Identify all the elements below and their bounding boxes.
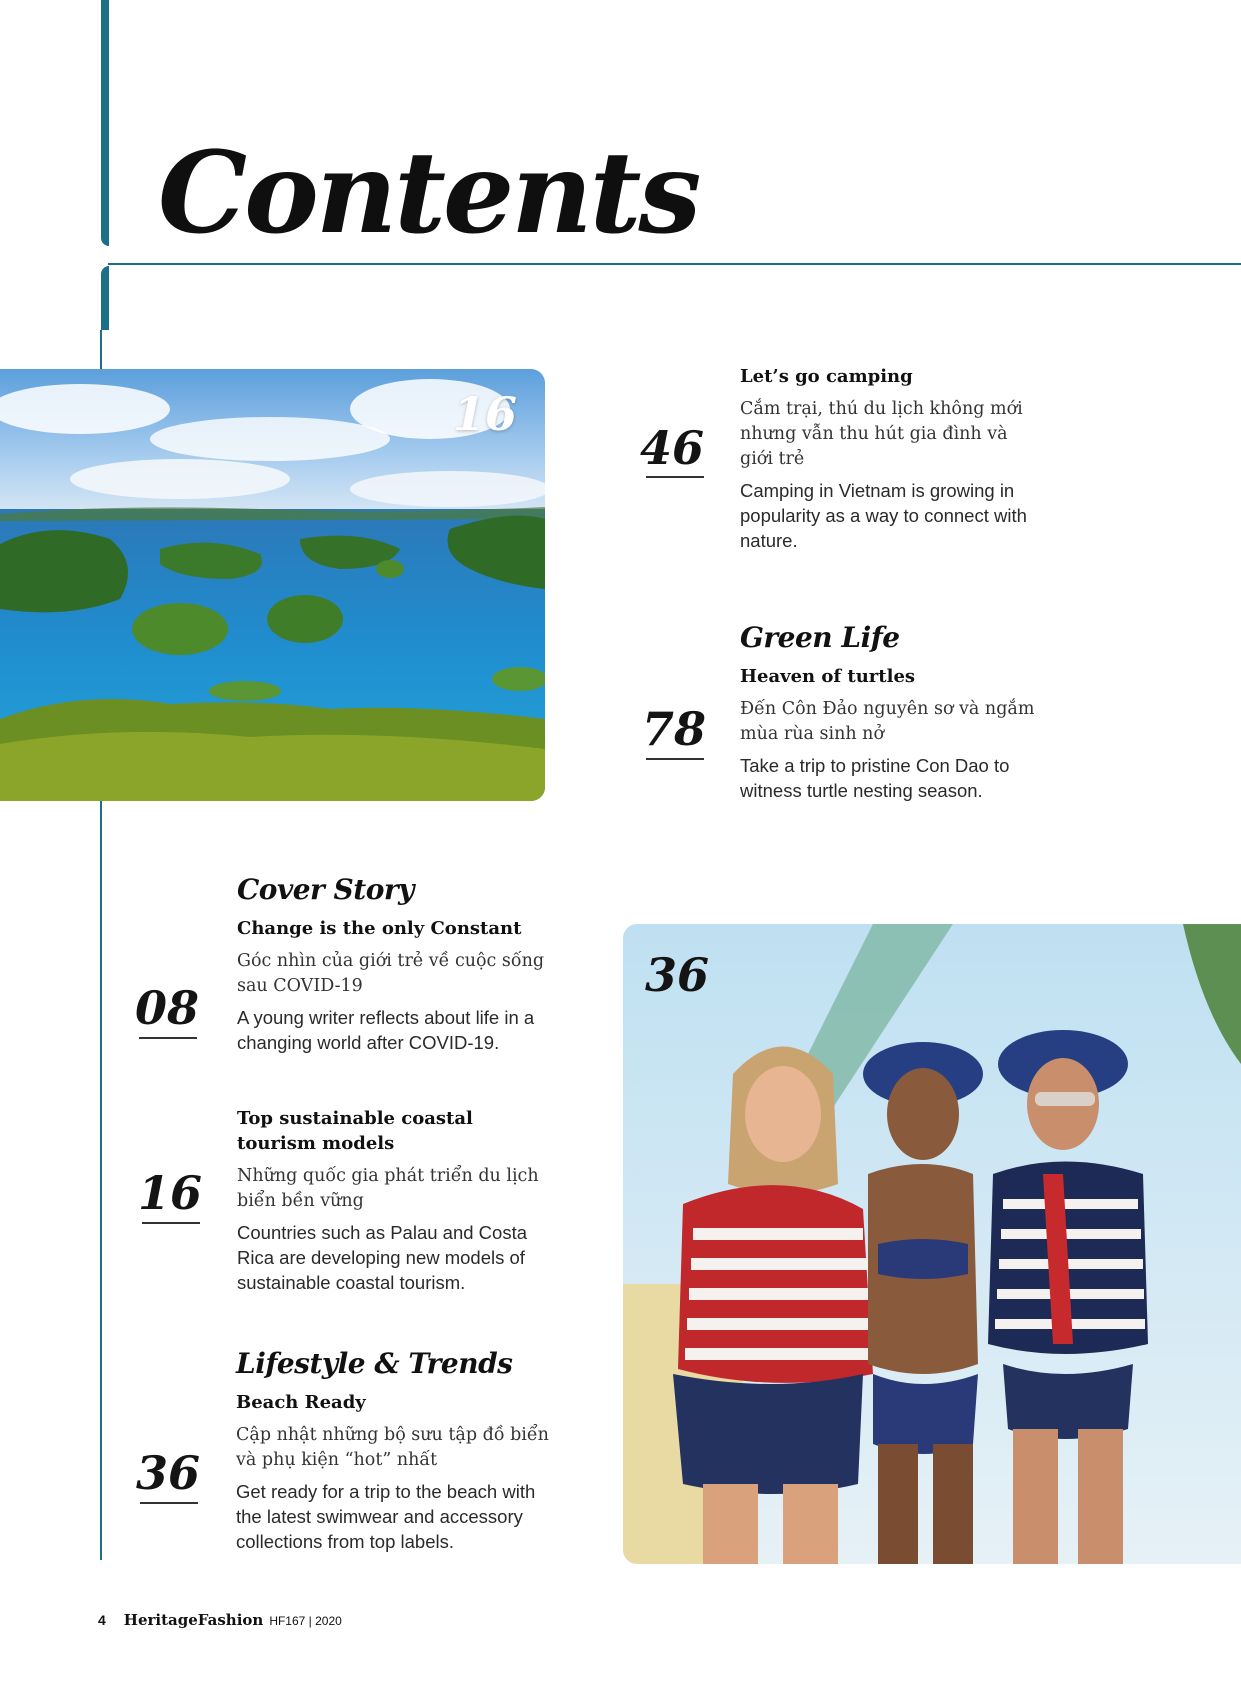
camping-vietnamese: Cắm trại, thú du lịch không mới nhưng vẫn thu hút gia đình và giới trẻ	[740, 399, 1023, 470]
camping-headline: Let’s go camping	[740, 366, 913, 387]
footer-issue: HF167 | 2020	[269, 1614, 342, 1628]
camping-number-underline	[646, 476, 704, 478]
coastal-vietnamese: Những quốc gia phát triển du lịch biển bền vững	[237, 1166, 539, 1212]
coastal-english: Countries such as Palau and Costa Rica are developing new models of sustainable coastal tourism.	[237, 1222, 528, 1294]
lifestyle-headline: Beach Ready	[236, 1392, 366, 1413]
footer-page-number: 4	[98, 1612, 106, 1628]
cover-story-headline: Change is the only Constant	[237, 918, 522, 939]
accent-rule-vertical-bottom	[101, 266, 109, 330]
green-life-entry[interactable]	[740, 621, 1040, 803]
lifestyle-number-underline	[140, 1502, 198, 1504]
cover-story-english: A young writer reflects about life in a changing world after COVID-19.	[237, 1007, 535, 1054]
green-life-number-underline	[646, 758, 704, 760]
green-life-english: Take a trip to pristine Con Dao to witness turtle nesting season.	[740, 755, 1010, 802]
footer-brand: HeritageFashion	[123, 1611, 264, 1629]
lifestyle-english: Get ready for a trip to the beach with the latest swimwear and accessory collections from top labels.	[236, 1481, 536, 1553]
coastal-entry[interactable]	[237, 1106, 557, 1295]
coastal-headline: Top sustainable coastal tourism models	[237, 1108, 473, 1155]
islands-page-number: 16	[452, 387, 517, 441]
camping-entry[interactable]	[740, 364, 1030, 553]
camping-page-number[interactable]: 46	[639, 421, 704, 475]
lifestyle-page-number[interactable]: 36	[135, 1446, 200, 1500]
coastal-page-number[interactable]: 16	[137, 1166, 202, 1220]
accent-rule-vertical-top	[101, 0, 109, 246]
accent-rule-horizontal	[108, 263, 1241, 265]
green-life-headline: Heaven of turtles	[740, 666, 916, 687]
beach-fashion-photo[interactable]	[623, 924, 1241, 1564]
cover-story-page-number[interactable]: 08	[134, 981, 199, 1035]
cover-story-number-underline	[139, 1037, 197, 1039]
coastal-number-underline	[142, 1222, 200, 1224]
page-footer	[98, 1611, 342, 1629]
cover-story-entry[interactable]	[237, 873, 557, 1055]
lifestyle-vietnamese: Cập nhật những bộ sưu tập đồ biển và phụ kiện “hot” nhất	[236, 1425, 549, 1471]
lifestyle-entry[interactable]	[236, 1347, 566, 1554]
lifestyle-section-title: Lifestyle & Trends	[236, 1347, 513, 1380]
beach-fashion-illustration	[623, 924, 1241, 1564]
page-title: Contents	[158, 128, 699, 259]
camping-english: Camping in Vietnam is growing in popularity as a way to connect with nature.	[740, 480, 1027, 552]
islands-photo[interactable]	[0, 369, 545, 801]
cover-story-vietnamese: Góc nhìn của giới trẻ về cuộc sống sau COVID-19	[237, 951, 545, 997]
green-life-page-number[interactable]: 78	[641, 702, 706, 756]
green-life-vietnamese: Đến Côn Đảo nguyên sơ và ngắm mùa rùa sinh nở	[740, 699, 1035, 745]
cover-story-section-title: Cover Story	[237, 873, 414, 906]
green-life-section-title: Green Life	[740, 621, 900, 654]
beach-page-number: 36	[645, 948, 710, 1002]
